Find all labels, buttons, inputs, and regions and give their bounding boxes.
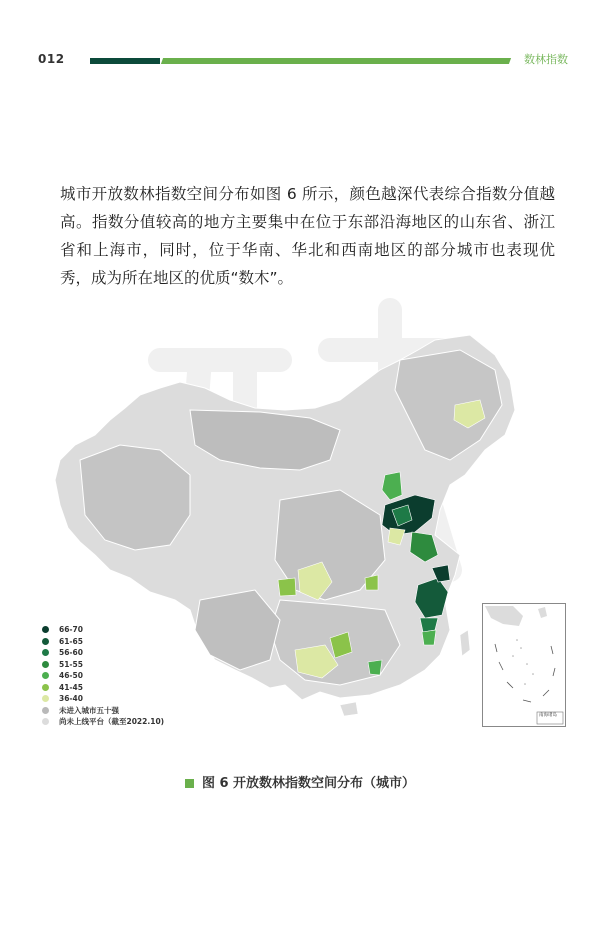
legend-item	[42, 682, 164, 694]
figure-caption	[0, 772, 600, 791]
inset-map	[483, 604, 565, 726]
legend-label: 36-40	[59, 694, 83, 704]
header-bar-green	[161, 58, 511, 64]
legend-item	[42, 659, 164, 671]
legend-swatch	[42, 672, 49, 679]
legend-swatch	[42, 718, 49, 725]
legend-swatch	[42, 638, 49, 645]
header-bar-dark	[90, 58, 160, 64]
legend-item	[42, 636, 164, 648]
south-china-sea-inset	[482, 603, 566, 727]
inset-coast	[485, 606, 523, 626]
legend-item	[42, 705, 164, 717]
legend-swatch	[42, 707, 49, 714]
legend-item	[42, 693, 164, 705]
section-title: 数林指数	[524, 53, 568, 66]
legend-label: 未进入城市五十强	[59, 705, 119, 715]
legend-item	[42, 624, 164, 636]
map-fujian-part	[422, 630, 436, 645]
legend-label: 61-65	[59, 636, 83, 646]
legend-label: 尚未上线平台（截至2022.10)	[59, 717, 165, 727]
legend-item	[42, 647, 164, 659]
inset-label: 南海诸岛	[539, 713, 557, 718]
map-hubei-part	[365, 575, 378, 590]
map-hainan	[340, 702, 358, 716]
caption-square-icon	[185, 779, 194, 788]
inset-island	[538, 607, 547, 618]
body-paragraph: 城市开放数林指数空间分布如图 6 所示，颜色越深代表综合指数分值越高。指数分值较高的地方主要集中在位于东部沿海地区的山东省、浙江省和上海市，同时，位于华南、华北和西南地区的部分城市也表现优秀，成为所在地区的优质“数木”。	[60, 185, 555, 287]
legend-swatch	[42, 684, 49, 691]
map-sichuan-mid	[278, 578, 296, 596]
legend-swatch	[42, 649, 49, 656]
inset-islands	[512, 639, 534, 685]
legend-swatch	[42, 626, 49, 633]
inset-dashes	[495, 644, 555, 702]
legend-label: 41-45	[59, 682, 83, 692]
legend-swatch	[42, 695, 49, 702]
page-number: 012	[38, 52, 65, 66]
legend-label: 56-60	[59, 648, 83, 658]
map-taiwan	[460, 630, 470, 656]
legend-label: 46-50	[59, 671, 83, 681]
map-legend	[42, 624, 164, 728]
legend-item	[42, 716, 164, 728]
legend-swatch	[42, 661, 49, 668]
legend-label: 51-55	[59, 659, 83, 669]
legend-item	[42, 670, 164, 682]
caption-text: 图 6 开放数林指数空间分布（城市）	[201, 776, 416, 791]
map-guangxi-part	[368, 660, 382, 675]
legend-label: 66-70	[59, 625, 83, 635]
